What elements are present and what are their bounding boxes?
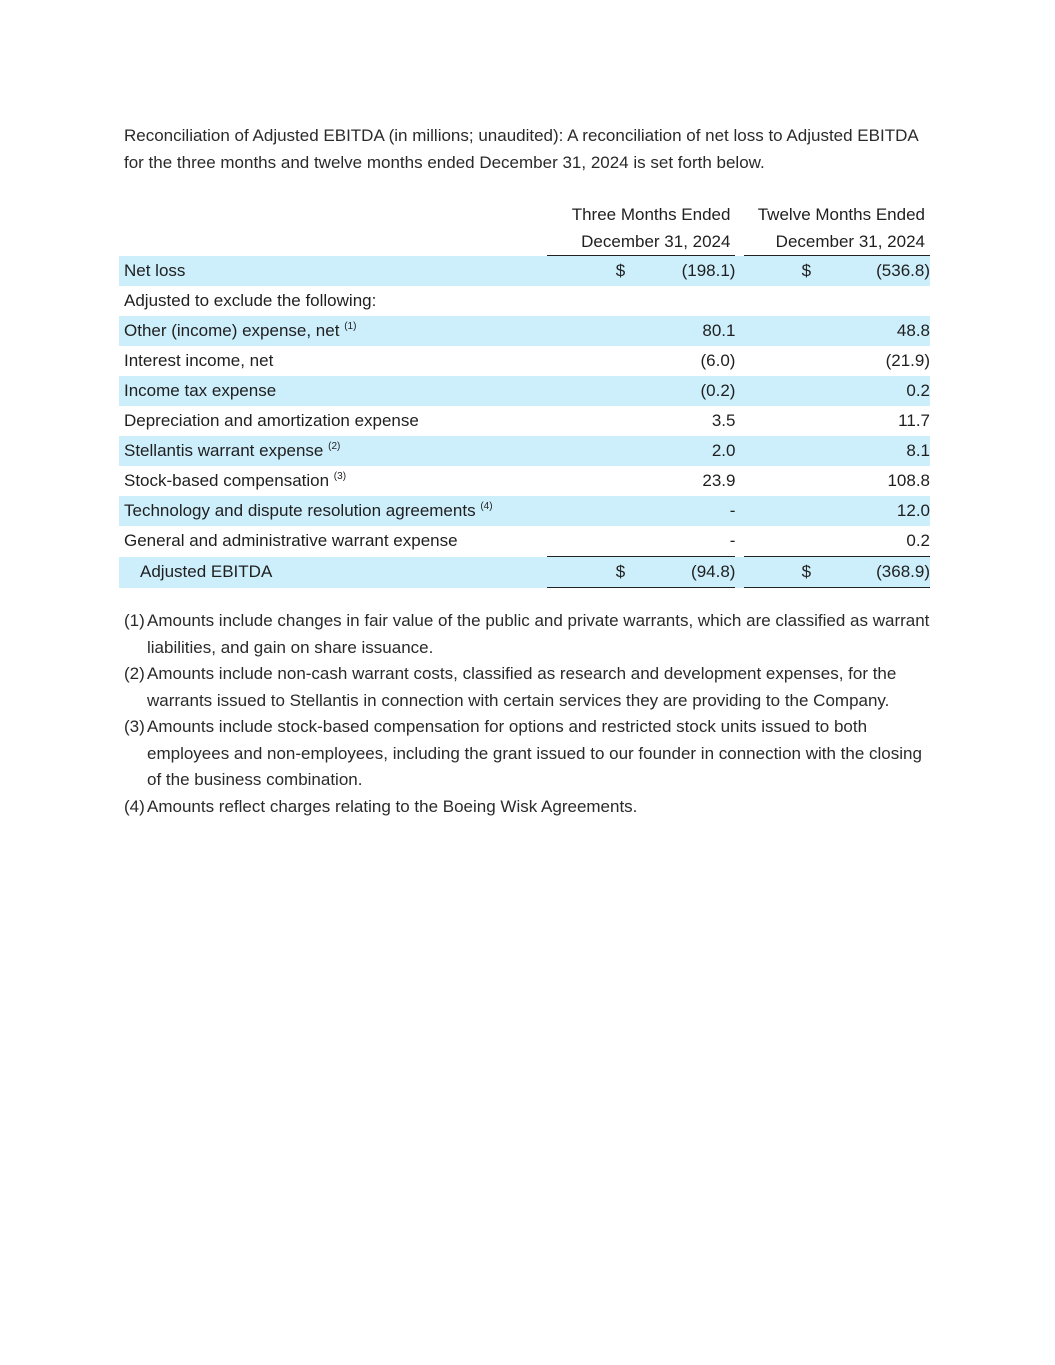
table-row [119,316,930,346]
twelve-months-value: (368.9) [811,557,930,588]
footnotes [124,608,930,820]
footnote-text: Amounts include changes in fair value of the public and private warrants, which are classified as warrant liabilities, and gain on share issuance. [147,611,930,657]
row-label: Adjusted to exclude the following: [124,291,377,310]
row-label: Other (income) expense, net $^{(1)}$ [119,316,547,346]
table-row [119,346,930,376]
row-label: Adjusted EBITDA [119,557,547,588]
footnote [124,794,930,821]
twelve-months-value: 12.0 [811,496,930,526]
twelve-months-value: (536.8) [811,256,930,287]
footnote-text: Amounts reflect charges relating to the Boeing Wisk Agreements. [147,796,638,816]
footnote-text: Amounts include stock-based compensation for options and restricted stock units issued to both employees and non-employees, including the grant issued to our founder in connection with the closing of the business combination. [147,717,922,789]
header-row-2 [119,228,930,256]
twelve-months-value: 48.8 [811,316,930,346]
table-row [119,406,930,436]
three-months-value: - [625,526,735,557]
three-months-value: (0.2) [625,376,735,406]
three-months-value: 2.0 [625,436,735,466]
footnote-ref: (4) [480,501,493,512]
footnote-ref: (3) [333,471,347,482]
col1-header-line2: December 31, 2024 [547,228,735,256]
table-row [119,496,930,526]
three-months-value: (94.8) [625,557,735,588]
currency-symbol: $ [744,557,811,588]
currency-symbol: $ [547,557,625,588]
footnote [124,608,930,661]
footnote-number: (1) [124,611,145,630]
twelve-months-value: 8.1 [811,436,930,466]
three-months-value: - [625,496,735,526]
three-months-value: 3.5 [711,411,736,430]
header-row-1 [119,201,930,228]
row-label: Technology and dispute resolution agreements $^{(4)}$ [119,496,547,526]
row-label: Stock-based compensation $^{(3)}$ [124,471,347,490]
footnote-ref: (1) [344,321,357,332]
currency-symbol: $ [547,256,625,287]
row-label: Depreciation and amortization expense [124,411,419,430]
footnote [124,714,930,794]
adjusted-ebitda-table [119,201,930,588]
twelve-months-value: 0.2 [811,376,930,406]
col2-header-line2: December 31, 2024 [744,228,930,256]
twelve-months-value: (21.9) [885,351,930,370]
footnote-number: (4) [124,796,145,816]
row-label: General and administrative warrant expense [124,531,458,551]
currency-symbol: $ [744,256,811,287]
table-row [119,376,930,406]
row-label: Interest income, net [124,351,274,370]
three-months-value: (198.1) [625,256,735,287]
table-row [119,436,930,466]
three-months-value: 80.1 [625,316,735,346]
row-label: Stellantis warrant expense $^{(2)}$ [119,436,547,466]
document-page [124,123,930,816]
col1-header-line1: Three Months Ended [571,205,731,224]
footnote [124,661,930,714]
twelve-months-value: 108.8 [887,471,930,490]
twelve-months-value: 11.7 [898,411,930,430]
table-row [119,466,930,496]
intro-paragraph: Reconciliation of Adjusted EBITDA (in millions; unaudited): A reconciliation of net loss to Adjusted EBITDA for the three months and twelve months ended December 31, 2024 is set forth below. [124,126,918,172]
total-row [119,557,930,588]
row-label: Income tax expense [119,376,547,406]
table-row [119,256,930,287]
col2-header-line1: Twelve Months Ended [757,205,925,224]
twelve-months-value: 0.2 [811,526,930,557]
footnote-ref: (2) [328,441,341,452]
footnote-number: (2) [124,664,145,683]
row-label: Net loss [119,256,547,287]
three-months-value: (6.0) [700,351,736,370]
three-months-value: 23.9 [702,471,736,490]
table-row [119,286,930,316]
footnote-number: (3) [124,717,145,736]
table-row [119,526,930,557]
footnote-text: Amounts include non-cash warrant costs, classified as research and development expenses, for the warrants issued to Stellantis in connection with certain services they are providing to the Company. [147,664,897,710]
